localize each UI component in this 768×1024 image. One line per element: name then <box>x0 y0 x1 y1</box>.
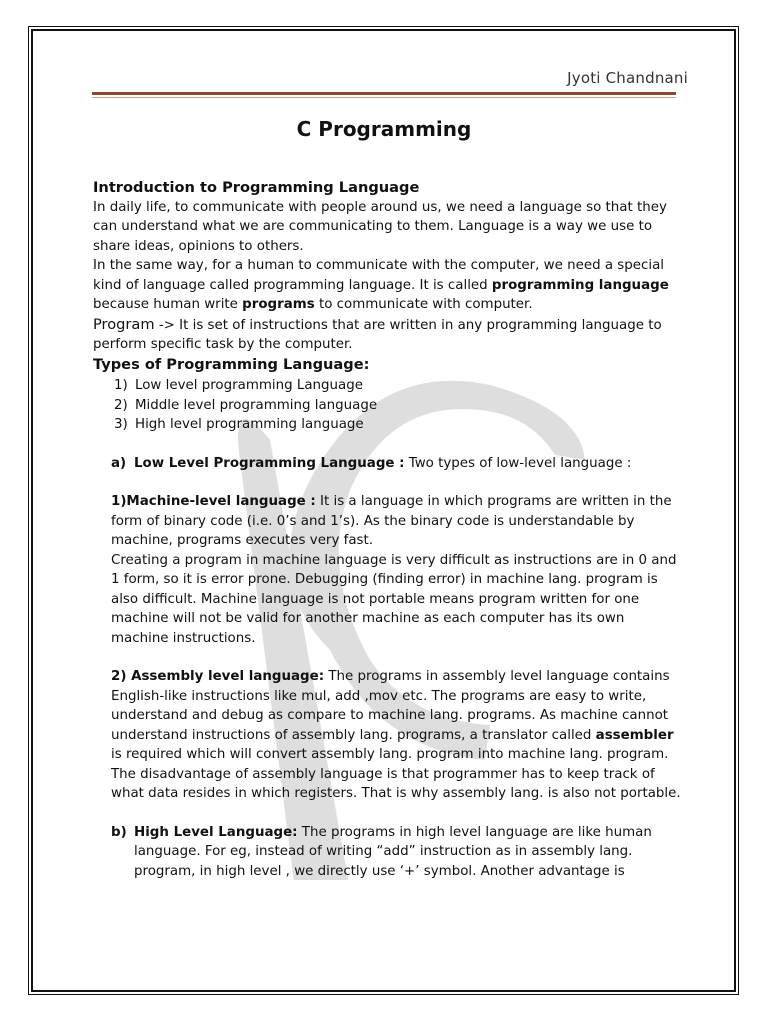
page-title: C Programming <box>296 117 472 141</box>
program-label: Program <box>93 315 155 333</box>
list-item: 2) Middle level programming language <box>114 397 378 413</box>
header-rule <box>92 92 676 95</box>
intro-paragraph-2: In the same way, for a human to communicate with the computer, we need a special kind of language called programming language. It is called programming language because human write programs to communicate with computer. <box>93 258 669 312</box>
low-level-section: a) Low Level Programming Language : Two types of low-level language : <box>111 455 632 471</box>
assembly-level-section: 2) Assembly level language: The programs in assembly level language contains English-like instructions like mul, add ,mov etc. The programs are easy to write, understand and debug as compare to machine lang. programs. As machine cannot understand instructions of assembly lang. programs, a translator called assembler is required which will convert assembly lang. program into machine lang. program. The disadvantage of assembly language is that programmer has to keep track of what data resides in which registers. That is why assembly lang. is also not portable. <box>111 669 681 801</box>
header-rule-thin <box>92 97 676 98</box>
high-level-section: b) High Level Language: The programs in high level language are like human language. For eg, instead of writing “add” instruction as in assembly lang. program, in high level , we directly use ‘+’ symbol. Another advantage is <box>111 824 652 879</box>
types-list <box>93 376 683 435</box>
intro-heading: Introduction to Programming Language <box>93 179 420 196</box>
author-name: Jyoti Chandnani <box>567 69 688 87</box>
list-item: 3) High level programming language <box>114 417 364 432</box>
program-definition: Program -> It is set of instructions that are written in any programming language to perform specific task by the computer. <box>93 315 662 352</box>
list-item: 1) Low level programming Language <box>114 378 363 393</box>
machine-level-section: 1)Machine-level language : It is a language in which programs are written in the form of binary code (i.e. 0’s and 1’s). As the binary code is understandable by machine, programs executes very fast. Creating a program in machine language is very difficult as instructions are in 0 and 1 form, so it is error prone. Debugging (finding error) in machine lang. program is also difficult. Machine language is not portable means program written for one machine will not be valid for another machine as each computer has its own machine instructions. <box>111 494 677 646</box>
types-heading: Types of Programming Language: <box>93 355 370 373</box>
document-body <box>93 178 683 881</box>
intro-paragraph-1: In daily life, to communicate with people around us, we need a language so that they can understand what we are communicating to them. Language is a way we use to share ideas, opinions to others. <box>93 199 667 254</box>
